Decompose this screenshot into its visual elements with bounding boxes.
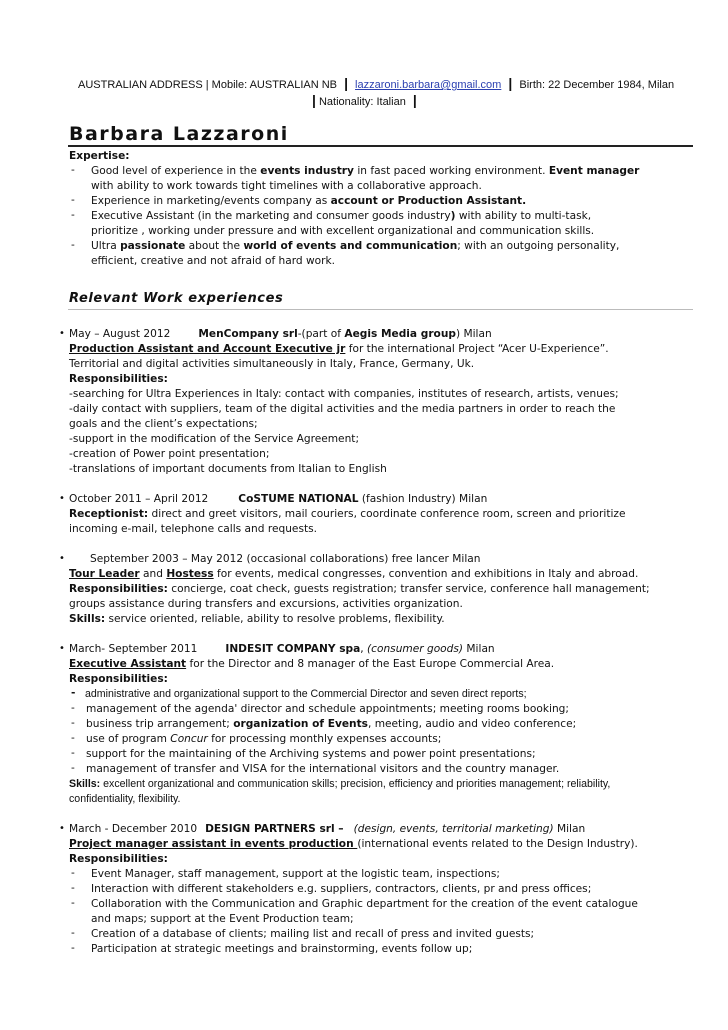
separator: | — [412, 92, 417, 108]
expertise-item-2: Experience in marketing/events company as account or Production Assistant. — [91, 195, 527, 207]
dash-marker: - — [71, 209, 75, 221]
bullet: • — [59, 553, 65, 564]
dash-marker: - — [71, 927, 75, 939]
job1-resp-5: -creation of Power point presentation; — [69, 448, 270, 460]
job3-resp: Responsibilities: concierge, coat check, guests registration; transfer service, conference hall management; — [69, 583, 650, 595]
contact-line-2 — [312, 93, 417, 109]
job4-duty-3: business trip arrangement; organization of Events, meeting, audio and video conference; — [86, 718, 577, 730]
expertise-item-3: Executive Assistant (in the marketing and consumer goods industry) with ability to multi-task, — [91, 210, 592, 222]
job5-duty-4: Creation of a database of clients; mailing list and recall of press and invited guests; — [91, 928, 535, 940]
dash-marker: - — [71, 164, 75, 176]
separator: | — [344, 75, 348, 91]
job1-resp-4: -support in the modification of the Service Agreement; — [69, 433, 360, 445]
job3-line4: groups assistance during transfers and excursions, activities organization. — [69, 598, 463, 610]
separator: | — [508, 75, 513, 91]
job4-duty-5: support for the maintaining of the Archiving systems and power point presentations; — [86, 748, 536, 760]
dash-marker: - — [71, 747, 75, 759]
section-title: Relevant Work experiences — [69, 291, 284, 306]
bullet: • — [59, 493, 65, 504]
section-rule — [68, 309, 693, 310]
expertise-item-3-cont: prioritize , working under pressure and with excellent organizational and communication skills. — [91, 225, 595, 237]
job4-duty-1: administrative and organizational support to the Commercial Director and seven direct reports; — [85, 688, 527, 700]
dash-marker: - — [71, 239, 75, 251]
candidate-name: Barbara Lazzaroni — [69, 123, 289, 145]
dash-marker: - — [71, 867, 75, 879]
job5-resp-title: Responsibilities: — [69, 853, 168, 865]
dash-marker: - — [71, 882, 75, 894]
dash-marker: - — [71, 942, 75, 954]
job2-role: Receptionist: direct and greet visitors, mail couriers, coordinate conference room, screen and prioritize — [69, 508, 626, 520]
separator: | — [312, 92, 316, 108]
expertise-item-4: Ultra passionate about the world of events and communication; with an outgoing personality, — [91, 240, 620, 252]
job4-skills: Skills: excellent organizational and communication skills; precision, efficiency and priorities management; reliability, — [69, 778, 611, 790]
job4-skills-cont: confidentiality, flexibility. — [69, 793, 181, 805]
job4-duty-6: management of transfer and VISA for the international visitors and the country manager. — [86, 763, 560, 775]
dash-marker: - — [71, 762, 75, 774]
dash-marker: - — [71, 687, 76, 699]
job1-resp-6: -translations of important documents from Italian to English — [69, 463, 387, 475]
job1-resp-2: -daily contact with suppliers, team of the digital activities and the media partners in order to reach the — [69, 403, 616, 415]
job5-duty-2: Interaction with different stakeholders e.g. suppliers, contractors, clients, pr and press offices; — [91, 883, 592, 895]
job5-duty-5: Participation at strategic meetings and brainstorming, events follow up; — [91, 943, 473, 955]
nationality-text: Nationality: Italian — [318, 96, 406, 108]
expertise-item-4-cont: efficient, creative and not afraid of hard work. — [91, 255, 336, 267]
job1-resp-1: -searching for Ultra Experiences in Italy: contact with companies, institutes of research, artists, venues; — [69, 388, 619, 400]
dash-marker: - — [71, 702, 75, 714]
job4-role: Executive Assistant for the Director and 8 manager of the East Europe Commercial Area. — [69, 658, 555, 670]
address-text: AUSTRALIAN ADDRESS | Mobile: AUSTRALIAN NB — [78, 79, 337, 91]
job1-role: Production Assistant and Account Executive jr for the international Project “Acer U-Experience”. — [69, 343, 609, 355]
job5-role: Project manager assistant in events production (international events related to the Design Industry). — [69, 838, 638, 850]
dash-marker: - — [71, 717, 75, 729]
job5-heading: March - December 2010 DESIGN PARTNERS srl – (design, events, territorial marketing) Milan — [69, 823, 586, 835]
job3-skills: Skills: service oriented, reliable, ability to resolve problems, flexibility. — [69, 613, 445, 625]
job5-duty-1: Event Manager, staff management, support at the logistic team, inspections; — [91, 868, 500, 880]
job3-role: Tour Leader and Hostess for events, medical congresses, convention and exhibitions in Italy and abroad. — [69, 568, 639, 580]
name-underline — [68, 145, 693, 147]
expertise-item-1-cont: with ability to work towards tight timelines with a collaborative approach. — [91, 180, 482, 192]
dash-marker: - — [71, 194, 75, 206]
bullet: • — [59, 328, 65, 339]
job2-line3: incoming e-mail, telephone calls and requests. — [69, 523, 318, 535]
job1-line3: Territorial and digital activities simultaneously in Italy, France, Germany, Uk. — [69, 358, 475, 370]
job5-duty-3: Collaboration with the Communication and Graphic department for the creation of the event catalogue — [91, 898, 638, 910]
birth-text: Birth: 22 December 1984, Milan — [519, 79, 675, 91]
bullet: • — [59, 643, 65, 654]
job4-heading: March- September 2011 INDESIT COMPANY spa, (consumer goods) Milan — [69, 643, 495, 655]
expertise-title: Expertise: — [69, 150, 130, 162]
job3-heading: September 2003 – May 2012 (occasional collaborations) free lancer Milan — [90, 553, 481, 565]
job4-resp-title: Responsibilities: — [69, 673, 168, 685]
bullet: • — [59, 823, 65, 834]
job1-heading: May – August 2012 MenCompany srl-(part of Aegis Media group) Milan — [69, 328, 492, 340]
contact-line-1 — [78, 76, 674, 92]
job4-duty-4: use of program Concur for processing monthly expenses accounts; — [86, 733, 442, 745]
dash-marker: - — [71, 732, 75, 744]
job1-resp-3: goals and the client’s expectations; — [69, 418, 258, 430]
job5-duty-3-cont: and maps; support at the Event Production team; — [91, 913, 354, 925]
job1-resp-title: Responsibilities: — [69, 373, 168, 385]
expertise-item-1: Good level of experience in the events industry in fast paced working environment. Event manager — [91, 165, 640, 177]
job2-heading: October 2011 – April 2012 CoSTUME NATIONAL (fashion Industry) Milan — [69, 493, 488, 505]
dash-marker: - — [71, 897, 75, 909]
job4-duty-2: management of the agenda' director and schedule appointments; meeting rooms booking; — [86, 703, 569, 715]
email-link[interactable]: lazzaroni.barbara@gmail.com — [355, 79, 502, 91]
